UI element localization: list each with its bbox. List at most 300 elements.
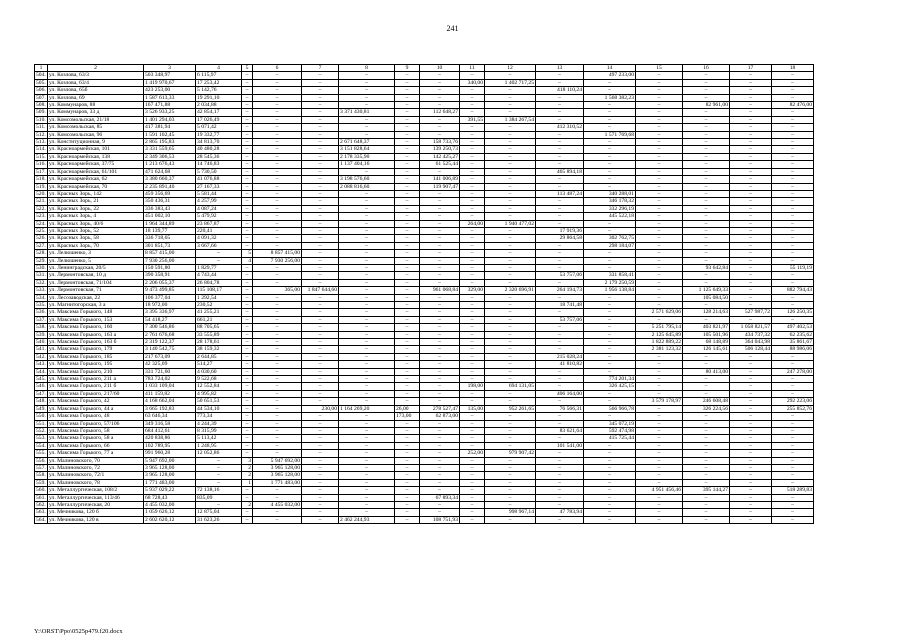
table-cell: – <box>636 94 683 101</box>
table-cell: – <box>730 272 772 279</box>
table-cell: 68 728,43 <box>144 494 196 501</box>
table-cell: – <box>683 494 730 501</box>
table-cell: 5 142,76 <box>196 87 242 94</box>
table-cell: ул. Коммунаров, 88 <box>48 102 144 109</box>
table-cell: – <box>302 479 339 486</box>
table-cell: 80 413,00 <box>683 368 730 375</box>
table-cell: 18 139,77 <box>144 227 196 234</box>
table-row <box>35 220 814 227</box>
table-cell: – <box>242 102 253 109</box>
table-cell: – <box>536 413 584 420</box>
table-cell: – <box>302 442 339 449</box>
table-cell: 17 026,49 <box>196 116 242 123</box>
table-cell: – <box>302 390 339 397</box>
table-cell: – <box>302 361 339 368</box>
table-cell: 2 125 645,89 <box>636 331 683 338</box>
table-cell: 112 648,27 <box>420 109 460 116</box>
table-cell: – <box>395 472 420 479</box>
table-cell: 113 487,24 <box>536 190 584 197</box>
table-cell: 61 525,44 <box>420 161 460 168</box>
table-cell: – <box>730 427 772 434</box>
table-cell: ул. Максима Горького, 48 <box>48 413 144 420</box>
table-cell: – <box>772 457 814 464</box>
table-cell: – <box>683 501 730 508</box>
table-cell: 33 555,89 <box>196 331 242 338</box>
table-cell: – <box>730 361 772 368</box>
table-cell: – <box>420 472 460 479</box>
table-cell: – <box>536 368 584 375</box>
table-cell: – <box>636 168 683 175</box>
table-row <box>35 272 814 279</box>
table-cell: – <box>460 257 485 264</box>
table-cell: 2 381 123,32 <box>636 346 683 353</box>
table-cell: – <box>242 383 253 390</box>
table-cell: 1 213 676,43 <box>144 161 196 168</box>
table-cell: ул. Красных Зорь, 70 <box>48 242 144 249</box>
table-cell: 2 319 122,37 <box>144 339 196 346</box>
table-cell: 3 151 828,64 <box>339 146 395 153</box>
table-cell: – <box>196 479 242 486</box>
table-cell: 3 965 128,00 <box>253 464 302 471</box>
table-cell: – <box>683 139 730 146</box>
table-cell: 12 552,84 <box>196 383 242 390</box>
table-cell: – <box>395 220 420 227</box>
table-cell: – <box>302 309 339 316</box>
table-cell: – <box>420 398 460 405</box>
table-cell: – <box>395 257 420 264</box>
table-cell: – <box>584 250 636 257</box>
table-cell: – <box>242 442 253 449</box>
table-cell: 18 972,00 <box>144 302 196 309</box>
table-cell: – <box>485 494 536 501</box>
table-row <box>35 116 814 123</box>
table-cell: ул. Красных Зорь, 52 <box>48 227 144 234</box>
table-cell: – <box>420 220 460 227</box>
table-cell: – <box>460 131 485 138</box>
table-cell: – <box>242 139 253 146</box>
table-cell: – <box>536 220 584 227</box>
table-cell: – <box>242 146 253 153</box>
table-cell: – <box>584 331 636 338</box>
table-cell: – <box>420 87 460 94</box>
table-cell: – <box>584 168 636 175</box>
table-cell: – <box>485 168 536 175</box>
table-cell: – <box>253 94 302 101</box>
table-cell: ул. Максима Горького, 77 а <box>48 450 144 457</box>
table-cell: – <box>730 250 772 257</box>
table-cell: – <box>253 279 302 286</box>
table-cell: 247 278,00 <box>772 368 814 375</box>
table-cell: – <box>420 227 460 234</box>
table-cell: – <box>636 457 683 464</box>
table-cell: – <box>636 227 683 234</box>
table-cell: – <box>242 109 253 116</box>
table-cell: 514. <box>36 146 46 153</box>
table-row <box>35 176 814 183</box>
table-cell: – <box>772 494 814 501</box>
table-cell: – <box>683 79 730 86</box>
table-cell: 2 <box>242 472 253 479</box>
table-cell: – <box>636 102 683 109</box>
table-cell: – <box>302 516 339 523</box>
table-cell: – <box>395 420 420 427</box>
table-cell: – <box>242 227 253 234</box>
table-cell: 511. <box>36 124 46 131</box>
table-cell: – <box>253 420 302 427</box>
table-cell: – <box>730 198 772 205</box>
table-cell: 135,00 <box>460 405 485 412</box>
table-cell: – <box>536 420 584 427</box>
table-cell: 497 233,00 <box>584 72 636 79</box>
table-cell: 3 140 542,75 <box>144 346 196 353</box>
table-cell: – <box>420 242 460 249</box>
table-cell: 2 179 250,59 <box>584 279 636 286</box>
table-cell: – <box>253 87 302 94</box>
table-cell: 526. <box>36 235 46 242</box>
table-cell: – <box>730 205 772 212</box>
table-cell: – <box>253 405 302 412</box>
table-cell: – <box>302 339 339 346</box>
table-cell: – <box>536 72 584 79</box>
table-row <box>35 102 814 109</box>
table-cell: 41 255,21 <box>196 309 242 316</box>
table-row <box>35 213 814 220</box>
table-cell: – <box>485 309 536 316</box>
table-row <box>35 250 814 257</box>
table-cell: – <box>242 516 253 523</box>
table-cell: – <box>395 190 420 197</box>
table-cell: – <box>485 257 536 264</box>
table-cell: 546. <box>36 383 46 390</box>
table-cell: – <box>339 316 395 323</box>
table-cell: – <box>253 183 302 190</box>
table-cell: – <box>395 109 420 116</box>
table-cell: – <box>339 220 395 227</box>
table-cell: – <box>636 450 683 457</box>
table-cell: – <box>636 294 683 301</box>
table-cell: – <box>395 316 420 323</box>
table-cell: ул. Максима Горького, 211 б <box>48 383 144 390</box>
table-cell: – <box>730 413 772 420</box>
table-row <box>35 198 814 205</box>
table-cell: – <box>253 72 302 79</box>
table-cell: 88 705,65 <box>196 324 242 331</box>
table-cell: – <box>339 264 395 271</box>
table-cell: ул. Козлова, 63/3 <box>48 72 144 79</box>
table-cell: – <box>584 220 636 227</box>
table-cell: – <box>636 464 683 471</box>
table-row <box>35 450 814 457</box>
table-cell: – <box>772 124 814 131</box>
table-cell: – <box>772 131 814 138</box>
table-cell: – <box>253 361 302 368</box>
table-cell: 42 854,17 <box>196 109 242 116</box>
table-cell: 1 956 138,84 <box>584 287 636 294</box>
table-cell: ул. Красных Зорь, 40/6 <box>48 220 144 227</box>
table-cell: ул. Коммунаров, 33 д <box>48 109 144 116</box>
table-cell: – <box>584 413 636 420</box>
table-cell: – <box>420 442 460 449</box>
table-cell: – <box>584 227 636 234</box>
table-cell: – <box>460 398 485 405</box>
table-cell: 471 624,68 <box>144 168 196 175</box>
table-cell: 115 108,17 <box>196 287 242 294</box>
table-cell: – <box>395 264 420 271</box>
table-cell: – <box>242 346 253 353</box>
table-cell: – <box>584 183 636 190</box>
table-cell: 4 <box>242 257 253 264</box>
table-cell: – <box>485 368 536 375</box>
table-cell: – <box>636 213 683 220</box>
table-cell: – <box>772 109 814 116</box>
table-cell: – <box>772 190 814 197</box>
table-row <box>35 302 814 309</box>
table-cell: – <box>339 272 395 279</box>
table-cell: – <box>536 161 584 168</box>
table-cell: – <box>253 309 302 316</box>
table-cell: 26 804,78 <box>196 279 242 286</box>
table-cell: – <box>536 139 584 146</box>
table-cell: 961 068,84 <box>420 287 460 294</box>
table-cell: 336 383,43 <box>144 205 196 212</box>
table-cell: – <box>584 516 636 523</box>
table-cell: 365,00 <box>253 287 302 294</box>
table-cell: 513. <box>36 139 46 146</box>
table-cell: 350 436,31 <box>144 198 196 205</box>
table-cell: 8 315,99 <box>196 427 242 434</box>
table-cell: – <box>683 413 730 420</box>
table-cell: 139 250,73 <box>420 146 460 153</box>
table-row <box>35 331 814 338</box>
table-cell: 27 167,33 <box>196 183 242 190</box>
table-cell: – <box>253 190 302 197</box>
table-cell: – <box>460 479 485 486</box>
table-cell: 298 184,07 <box>584 242 636 249</box>
table-cell: 504. <box>36 72 46 79</box>
table-cell: 2 235 891,40 <box>144 183 196 190</box>
table-cell: – <box>636 353 683 360</box>
table-cell: ул. Комсомольская, 21/18 <box>48 116 144 123</box>
table-cell: 543. <box>36 361 46 368</box>
table-cell: 88 986,06 <box>772 346 814 353</box>
table-cell: – <box>636 250 683 257</box>
table-cell: 403 821,97 <box>683 324 730 331</box>
table-cell: – <box>485 501 536 508</box>
table-cell: – <box>395 339 420 346</box>
table-cell: – <box>395 131 420 138</box>
table-cell: – <box>196 464 242 471</box>
table-cell: – <box>636 131 683 138</box>
table-cell: – <box>242 413 253 420</box>
table-cell: 3 395 336,97 <box>144 309 196 316</box>
table-cell: 141 006,89 <box>420 176 460 183</box>
table-row <box>35 309 814 316</box>
table-cell: – <box>253 79 302 86</box>
table-cell: 2 644,85 <box>196 353 242 360</box>
table-cell: – <box>242 183 253 190</box>
table-cell: – <box>339 353 395 360</box>
table-cell: – <box>420 435 460 442</box>
table-cell: – <box>460 198 485 205</box>
table-cell: – <box>253 494 302 501</box>
table-cell: – <box>339 94 395 101</box>
table-cell: 102 789,95 <box>144 442 196 449</box>
table-cell: – <box>772 413 814 420</box>
table-cell: – <box>339 331 395 338</box>
table-cell: – <box>730 220 772 227</box>
table-cell: 445 522,18 <box>584 213 636 220</box>
table-cell: – <box>584 494 636 501</box>
table-cell: ул. Мечникова, 120 в <box>48 516 144 523</box>
data-table <box>34 64 814 524</box>
column-header: 4 <box>196 65 242 72</box>
table-cell: – <box>395 205 420 212</box>
table-cell: 532. <box>36 279 46 286</box>
table-cell: – <box>460 368 485 375</box>
table-row <box>35 339 814 346</box>
table-cell: – <box>339 116 395 123</box>
table-cell: – <box>683 183 730 190</box>
table-cell: 549. <box>36 405 46 412</box>
table-row <box>35 242 814 249</box>
table-cell: – <box>339 302 395 309</box>
table-cell: ул. Красноармейская, 101 <box>48 146 144 153</box>
table-cell: 54 418,27 <box>144 316 196 323</box>
table-cell: – <box>730 190 772 197</box>
table-cell: 62 235,62 <box>772 331 814 338</box>
table-cell: 5 071,42 <box>196 124 242 131</box>
table-cell: 522. <box>36 205 46 212</box>
table-cell: 420 838,86 <box>144 435 196 442</box>
table-cell: – <box>772 176 814 183</box>
table-cell: 63 646,34 <box>144 413 196 420</box>
table-cell: ул. Максима Горького, 42 <box>48 398 144 405</box>
table-cell: – <box>460 227 485 234</box>
table-cell: – <box>242 324 253 331</box>
table-cell: – <box>772 272 814 279</box>
table-cell: – <box>536 501 584 508</box>
table-cell: – <box>536 109 584 116</box>
table-cell: – <box>772 450 814 457</box>
table-cell: 423 253,00 <box>144 87 196 94</box>
table-cell: 497 402,53 <box>772 324 814 331</box>
table-cell: 9 473 499,85 <box>144 287 196 294</box>
table-cell: 1 771 483,00 <box>253 479 302 486</box>
table-cell: – <box>683 161 730 168</box>
table-cell: – <box>485 272 536 279</box>
table-cell: – <box>253 235 302 242</box>
table-cell: ул. Металлургическая, 20 <box>48 501 144 508</box>
table-cell: 2 320 696,91 <box>485 287 536 294</box>
table-cell: ул. Комсомольская, 85 <box>48 124 144 131</box>
table-row <box>35 346 814 353</box>
table-cell: – <box>420 450 460 457</box>
table-cell: – <box>242 390 253 397</box>
table-cell: – <box>636 272 683 279</box>
table-cell: 26,00 <box>395 405 420 412</box>
table-cell: – <box>253 509 302 516</box>
table-cell: 72 138,16 <box>196 487 242 494</box>
table-cell: – <box>196 457 242 464</box>
table-cell: – <box>253 398 302 405</box>
table-cell: – <box>420 279 460 286</box>
table-cell: 1 829,77 <box>196 264 242 271</box>
table-cell: – <box>395 72 420 79</box>
table-cell: – <box>302 109 339 116</box>
table-cell: – <box>339 235 395 242</box>
table-cell: – <box>584 457 636 464</box>
table-cell: – <box>536 479 584 486</box>
table-cell: – <box>302 131 339 138</box>
table-cell: – <box>242 427 253 434</box>
table-cell: – <box>584 472 636 479</box>
table-cell: – <box>460 102 485 109</box>
table-cell: – <box>253 390 302 397</box>
table-cell: – <box>420 72 460 79</box>
table-cell: – <box>302 72 339 79</box>
table-cell: – <box>536 94 584 101</box>
table-cell: – <box>636 279 683 286</box>
table-cell: 119 907,47 <box>420 183 460 190</box>
table-cell: – <box>420 94 460 101</box>
column-header: 8 <box>339 65 395 72</box>
table-cell: 4 244,39 <box>196 420 242 427</box>
table-cell: – <box>420 116 460 123</box>
table-cell: 158 733,76 <box>420 139 460 146</box>
table-row <box>35 472 814 479</box>
table-cell: – <box>460 464 485 471</box>
table-cell: ул. Максима Горького, 58 а <box>48 435 144 442</box>
table-cell: ул. Малиновского, 72/1 <box>48 472 144 479</box>
table-cell: – <box>636 198 683 205</box>
table-cell: – <box>253 161 302 168</box>
table-cell: – <box>302 94 339 101</box>
table-cell: – <box>772 242 814 249</box>
table-cell: 412 310,52 <box>536 124 584 131</box>
table-row <box>35 487 814 494</box>
table-cell: 40 480,28 <box>196 146 242 153</box>
table-cell: – <box>242 161 253 168</box>
table-cell: 292 223,06 <box>772 398 814 405</box>
table-row <box>35 72 814 79</box>
table-cell: – <box>683 94 730 101</box>
table-cell: 2 865 195,83 <box>144 139 196 146</box>
table-cell: – <box>242 316 253 323</box>
table-cell: – <box>242 509 253 516</box>
table-cell: – <box>485 94 536 101</box>
column-header: 3 <box>144 65 196 72</box>
table-cell: – <box>460 72 485 79</box>
table-cell: – <box>253 516 302 523</box>
table-cell: – <box>772 116 814 123</box>
table-cell: – <box>242 294 253 301</box>
table-cell: 553. <box>36 435 46 442</box>
table-cell: 12 875,04 <box>196 509 242 516</box>
table-cell: – <box>339 487 395 494</box>
column-header: 14 <box>584 65 636 72</box>
table-cell: 783 724,02 <box>144 376 196 383</box>
table-cell: 4 168 662,04 <box>144 398 196 405</box>
table-cell: 340,00 <box>460 79 485 86</box>
table-cell: – <box>460 264 485 271</box>
table-cell: – <box>339 250 395 257</box>
table-cell: – <box>460 435 485 442</box>
table-cell: – <box>302 264 339 271</box>
table-cell: – <box>460 272 485 279</box>
table-cell: – <box>339 494 395 501</box>
table-cell: – <box>636 287 683 294</box>
table-row <box>35 235 814 242</box>
